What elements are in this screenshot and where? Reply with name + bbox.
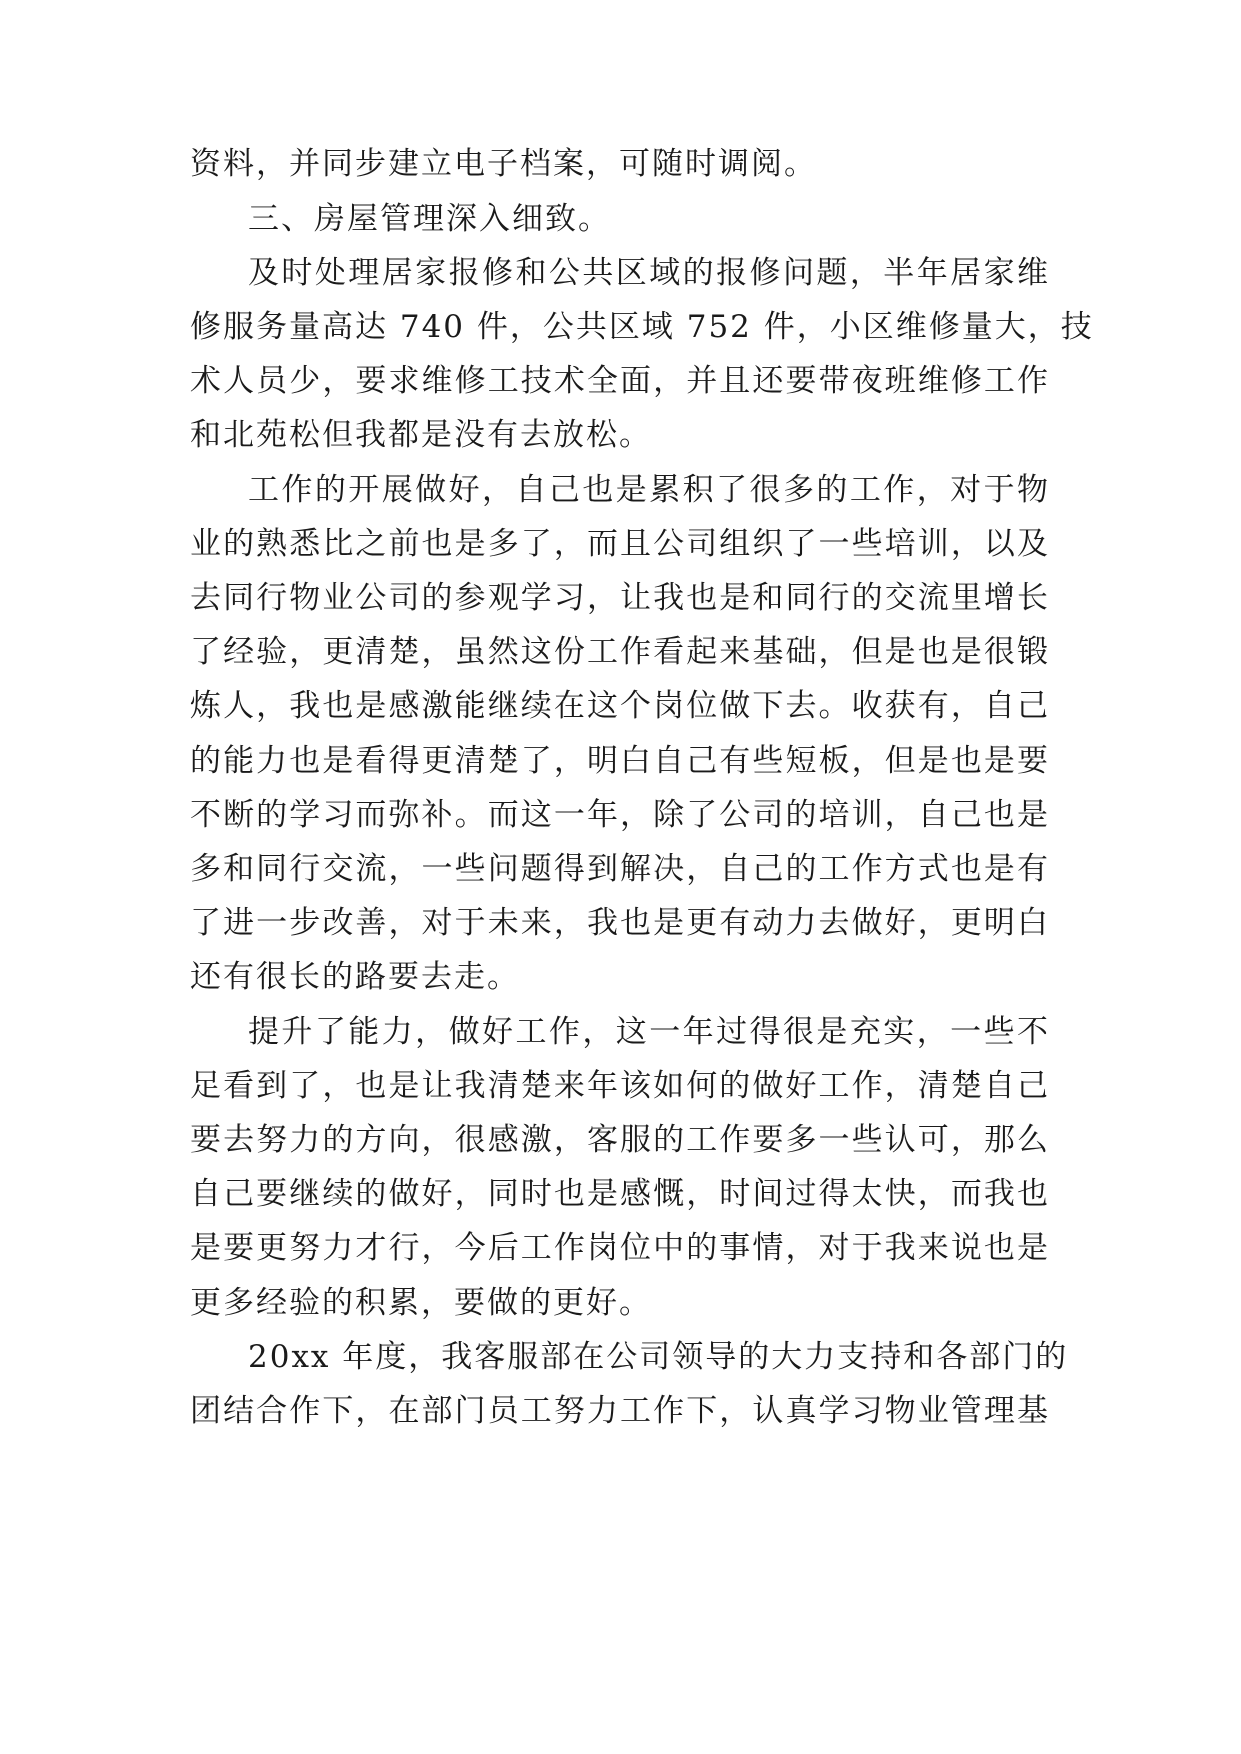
text-line: 要去努力的方向，很感激，客服的工作要多一些认可，那么 (190, 1122, 1050, 1158)
text-line: 足看到了，也是让我清楚来年该如何的做好工作，清楚自己 (190, 1068, 1050, 1104)
text-line: 团结合作下，在部门员工努力工作下，认真学习物业管理基 (190, 1393, 1050, 1429)
text-line: 更多经验的积累，要做的更好。 (190, 1285, 652, 1321)
text-line: 资料，并同步建立电子档案，可随时调阅。 (190, 146, 817, 182)
text-line: 业的熟悉比之前也是多了，而且公司组织了一些培训，以及 (190, 526, 1050, 562)
text-line: 不断的学习而弥补。而这一年，除了公司的培训，自己也是 (190, 797, 1050, 833)
text-line: 还有很长的路要去走。 (190, 959, 520, 995)
text-line: 自己要继续的做好，同时也是感慨，时间过得太快，而我也 (190, 1176, 1050, 1212)
text-line: 20xx 年度，我客服部在公司领导的大力支持和各部门的 (248, 1339, 1069, 1375)
text-line: 提升了能力，做好工作，这一年过得很是充实，一些不 (248, 1014, 1050, 1050)
text-line: 了经验，更清楚，虽然这份工作看起来基础，但是也是很锻 (190, 634, 1050, 670)
text-line: 去同行物业公司的参观学习，让我也是和同行的交流里增长 (190, 580, 1050, 616)
text-line: 及时处理居家报修和公共区域的报修问题，半年居家维 (248, 255, 1050, 291)
text-line: 和北苑松但我都是没有去放松。 (190, 417, 652, 453)
text-line: 炼人，我也是感激能继续在这个岗位做下去。收获有，自己 (190, 688, 1050, 724)
text-line: 术人员少，要求维修工技术全面，并且还要带夜班维修工作 (190, 363, 1050, 399)
text-line: 是要更努力才行，今后工作岗位中的事情，对于我来说也是 (190, 1230, 1050, 1266)
text-line: 修服务量高达 740 件，公共区域 752 件，小区维修量大，技 (190, 309, 1094, 345)
text-line: 了进一步改善，对于未来，我也是更有动力去做好，更明白 (190, 905, 1050, 941)
text-line: 多和同行交流，一些问题得到解决，自己的工作方式也是有 (190, 851, 1050, 887)
text-line: 的能力也是看得更清楚了，明白自己有些短板，但是也是要 (190, 743, 1050, 779)
text-line: 工作的开展做好，自己也是累积了很多的工作，对于物 (248, 472, 1050, 508)
section-heading: 三、房屋管理深入细致。 (248, 201, 611, 237)
